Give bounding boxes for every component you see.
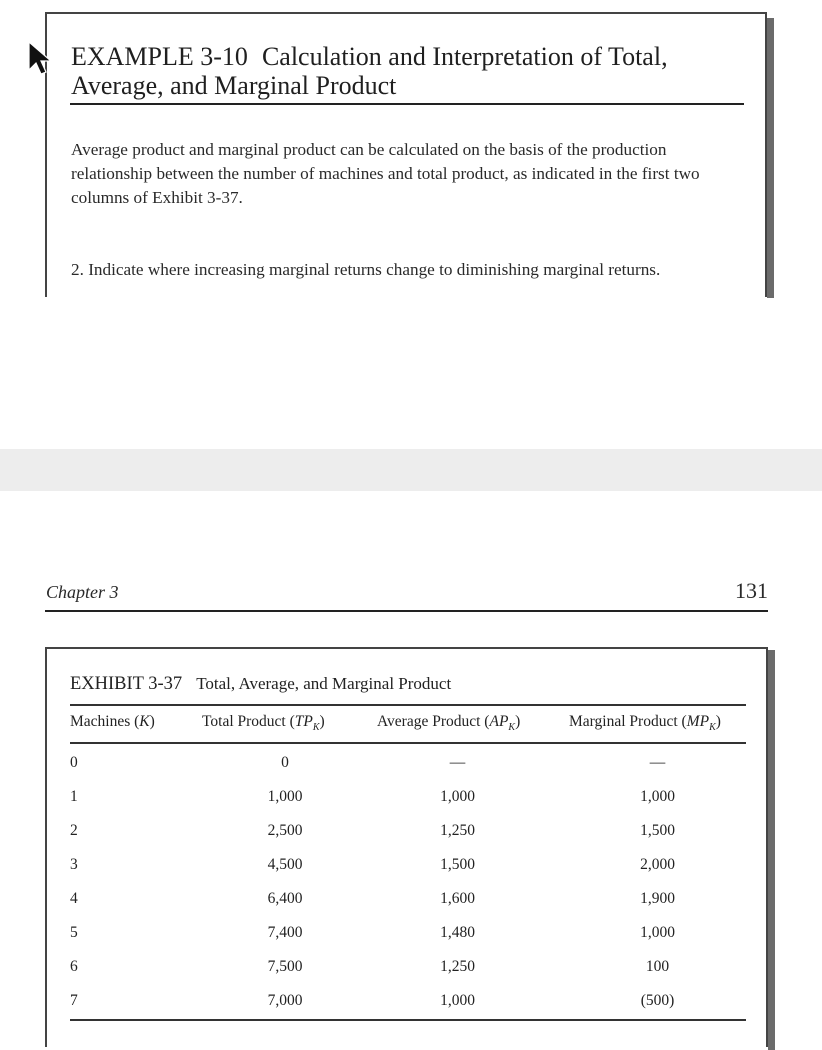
cell-average-product: 1,250	[440, 822, 475, 839]
cell-average-product: 1,600	[440, 890, 475, 907]
cell-total-product: 1,000	[267, 788, 303, 805]
exhibit-bottom-rule	[70, 1019, 746, 1021]
table-row	[0, 822, 822, 844]
table-row	[0, 856, 822, 878]
cell-marginal-product: 1,000	[640, 788, 675, 805]
cell-total-product: 2,500	[267, 822, 303, 839]
column-header-total-product: Total Product $(TP_K)$	[202, 713, 325, 734]
cell-average-product: 1,250	[440, 958, 475, 975]
header-rule	[45, 610, 768, 612]
example-title-line2: Average, and Marginal Product	[71, 71, 397, 100]
cell-total-product: 6,400	[267, 890, 303, 907]
table-row	[0, 958, 822, 980]
example-title-rule	[70, 103, 744, 105]
example-title-line1: Calculation and Interpretation of Total,	[261, 42, 668, 71]
cell-marginal-product: —	[649, 754, 666, 771]
exhibit-header-rule	[70, 742, 746, 744]
cell-machines: 5	[70, 924, 78, 941]
table-row	[0, 754, 822, 776]
column-header-marginal-product: Marginal Product $(MP_K)$	[569, 713, 721, 734]
exhibit-label: EXHIBIT 3-37	[70, 674, 183, 694]
exhibit-box	[45, 647, 768, 1047]
example-box-shadow	[767, 18, 774, 298]
cell-machines: 7	[70, 992, 78, 1009]
table-row	[0, 992, 822, 1014]
exhibit-title-text: Total, Average, and Marginal Product	[196, 674, 452, 693]
table-row	[0, 924, 822, 946]
table-row	[0, 890, 822, 912]
cell-marginal-product: 1,900	[640, 890, 675, 907]
cell-total-product: 7,400	[267, 924, 303, 941]
table-row	[0, 788, 822, 810]
cell-marginal-product: 1,000	[640, 924, 675, 941]
cell-machines: 6	[70, 958, 78, 975]
cell-average-product: 1,000	[440, 788, 475, 805]
cell-average-product: —	[449, 754, 466, 771]
example-label: EXAMPLE 3-10	[71, 42, 248, 71]
cell-machines: 4	[70, 890, 78, 907]
cell-average-product: 1,000	[440, 992, 475, 1009]
cell-machines: 1	[70, 788, 78, 805]
cell-average-product: 1,480	[440, 924, 475, 941]
example-question: 2. Indicate where increasing marginal returns change to diminishing marginal returns.	[71, 260, 661, 279]
cell-total-product: 7,500	[267, 958, 303, 975]
cell-total-product: 7,000	[267, 992, 303, 1009]
exhibit-top-rule	[70, 704, 746, 706]
example-title	[71, 42, 751, 100]
exhibit-box-shadow	[768, 650, 775, 1050]
cell-average-product: 1,500	[440, 856, 475, 873]
cell-total-product: 4,500	[267, 856, 303, 873]
cell-machines: 0	[70, 754, 78, 771]
exhibit-title	[70, 674, 451, 695]
column-header-average-product: Average Product $(AP_K)$	[377, 713, 521, 734]
chapter-label: Chapter 3	[46, 582, 119, 602]
cell-marginal-product: 2,000	[640, 856, 675, 873]
mouse-cursor-icon	[26, 40, 56, 76]
example-intro-text: Average product and marginal product can be calculated on the basis of the production relationship between the number of machines and total product, as indicated in the first two columns of Exhibit 3-37.	[71, 140, 700, 207]
page-number: 131	[735, 578, 768, 603]
cell-marginal-product: 1,500	[640, 822, 675, 839]
cell-total-product: 0	[281, 754, 289, 771]
cell-machines: 2	[70, 822, 78, 839]
cell-marginal-product: (500)	[640, 992, 675, 1009]
cell-machines: 3	[70, 856, 78, 873]
page-separator	[0, 449, 822, 491]
column-header-machines: Machines (K)	[70, 713, 155, 730]
cell-marginal-product: 100	[645, 958, 670, 975]
